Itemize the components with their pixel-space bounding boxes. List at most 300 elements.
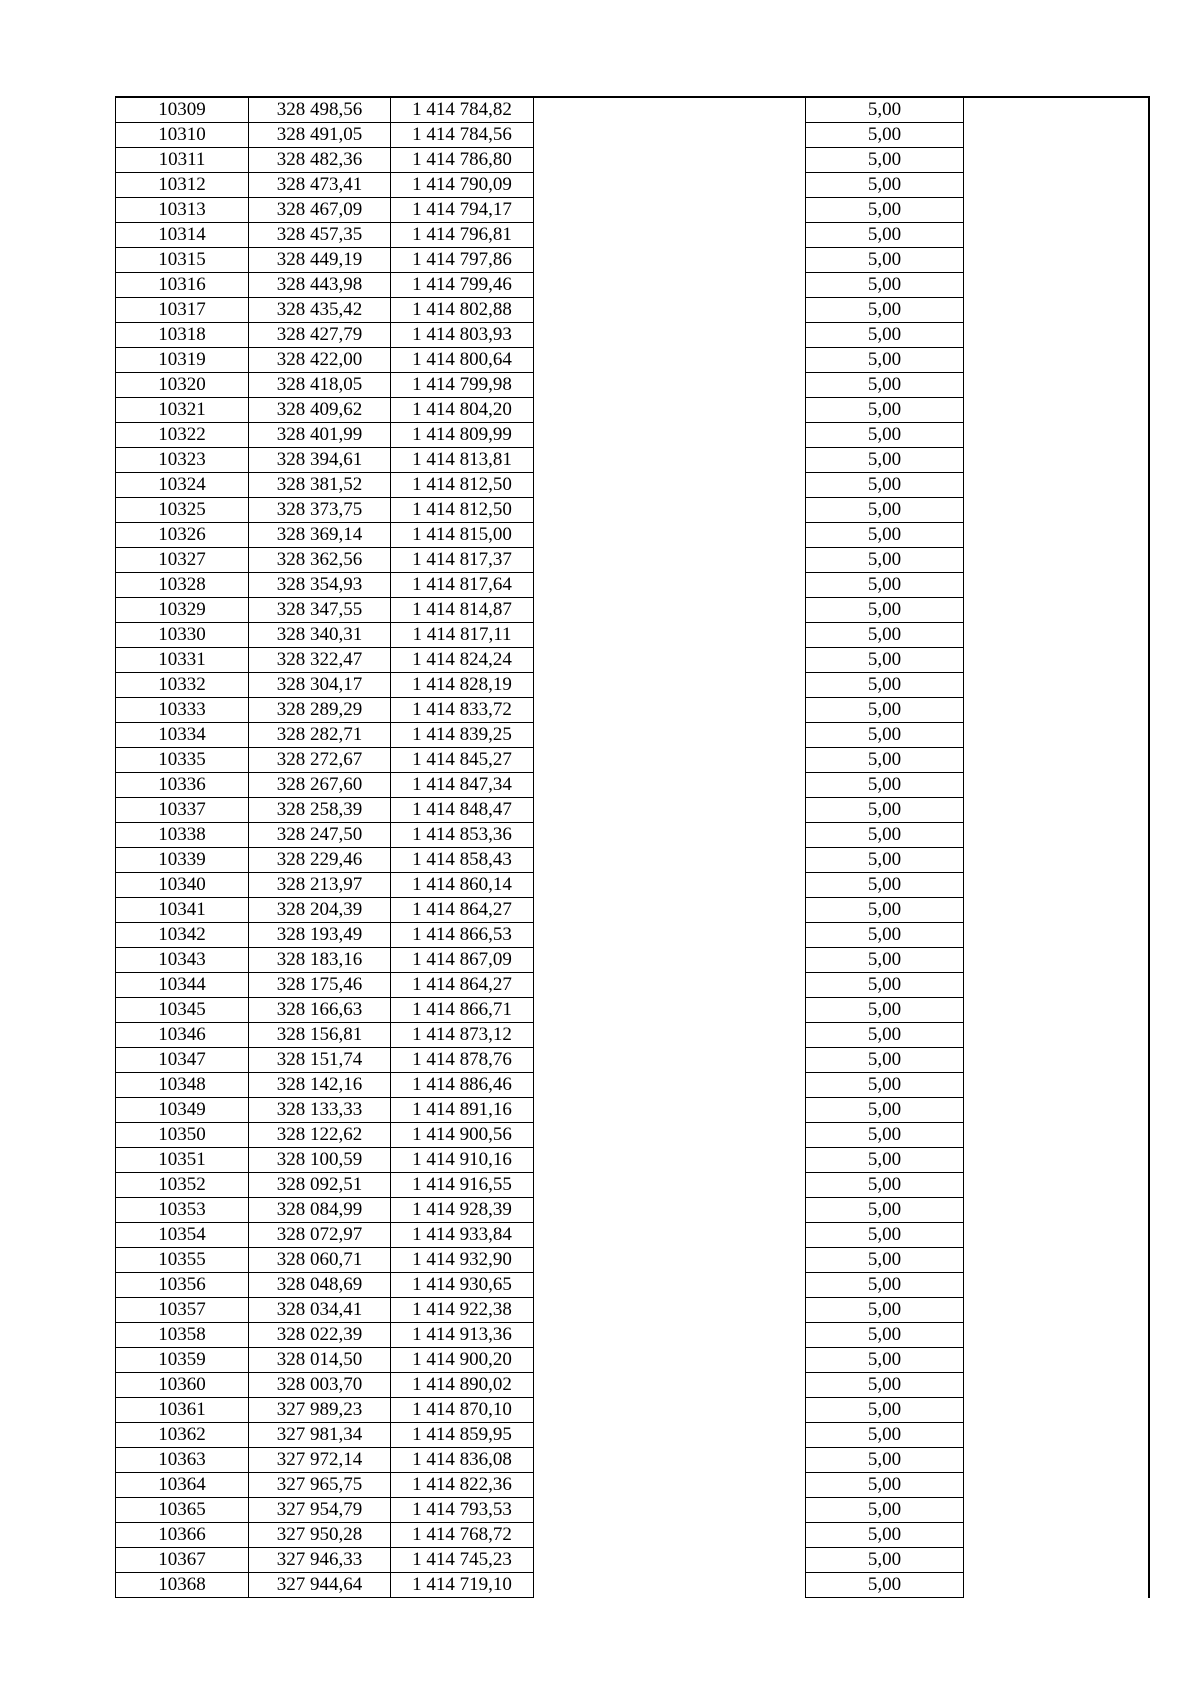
x-coordinate-cell: 328 427,79: [249, 323, 391, 348]
empty-cell: [964, 698, 1149, 723]
y-coordinate-cell: 1 414 910,16: [391, 1148, 534, 1173]
empty-cell: [534, 1248, 806, 1273]
point-number-cell: 10335: [116, 748, 249, 773]
empty-cell: [964, 523, 1149, 548]
point-number-cell: 10312: [116, 173, 249, 198]
accuracy-cell: 5,00: [806, 723, 964, 748]
point-number-cell: 10366: [116, 1523, 249, 1548]
accuracy-cell: 5,00: [806, 698, 964, 723]
x-coordinate-cell: 328 267,60: [249, 773, 391, 798]
y-coordinate-cell: 1 414 793,53: [391, 1498, 534, 1523]
y-coordinate-cell: 1 414 813,81: [391, 448, 534, 473]
point-number-cell: 10333: [116, 698, 249, 723]
y-coordinate-cell: 1 414 822,36: [391, 1473, 534, 1498]
table-row: [116, 598, 1149, 623]
empty-cell: [964, 1048, 1149, 1073]
x-coordinate-cell: 328 156,81: [249, 1023, 391, 1048]
empty-cell: [534, 798, 806, 823]
table-row: [116, 1048, 1149, 1073]
accuracy-cell: 5,00: [806, 423, 964, 448]
empty-cell: [964, 1173, 1149, 1198]
table-row: [116, 323, 1149, 348]
y-coordinate-cell: 1 414 933,84: [391, 1223, 534, 1248]
y-coordinate-cell: 1 414 930,65: [391, 1273, 534, 1298]
accuracy-cell: 5,00: [806, 1473, 964, 1498]
empty-cell: [964, 323, 1149, 348]
empty-cell: [534, 1473, 806, 1498]
x-coordinate-cell: 328 166,63: [249, 998, 391, 1023]
table-row: [116, 498, 1149, 523]
empty-cell: [964, 248, 1149, 273]
x-coordinate-cell: 328 381,52: [249, 473, 391, 498]
table-row: [116, 97, 1149, 123]
accuracy-cell: 5,00: [806, 923, 964, 948]
x-coordinate-cell: 328 362,56: [249, 548, 391, 573]
y-coordinate-cell: 1 414 866,71: [391, 998, 534, 1023]
empty-cell: [534, 973, 806, 998]
empty-cell: [964, 848, 1149, 873]
table-row: [116, 473, 1149, 498]
empty-cell: [964, 773, 1149, 798]
accuracy-cell: 5,00: [806, 373, 964, 398]
table-row: [116, 523, 1149, 548]
empty-cell: [964, 273, 1149, 298]
empty-cell: [964, 148, 1149, 173]
x-coordinate-cell: 328 204,39: [249, 898, 391, 923]
point-number-cell: 10367: [116, 1548, 249, 1573]
y-coordinate-cell: 1 414 928,39: [391, 1198, 534, 1223]
point-number-cell: 10324: [116, 473, 249, 498]
y-coordinate-cell: 1 414 864,27: [391, 898, 534, 923]
accuracy-cell: 5,00: [806, 1298, 964, 1323]
empty-cell: [534, 298, 806, 323]
empty-cell: [964, 1198, 1149, 1223]
table-row: [116, 1323, 1149, 1348]
y-coordinate-cell: 1 414 848,47: [391, 798, 534, 823]
point-number-cell: 10368: [116, 1573, 249, 1598]
accuracy-cell: 5,00: [806, 823, 964, 848]
accuracy-cell: 5,00: [806, 848, 964, 873]
accuracy-cell: 5,00: [806, 1273, 964, 1298]
empty-cell: [534, 548, 806, 573]
empty-cell: [964, 823, 1149, 848]
accuracy-cell: 5,00: [806, 1448, 964, 1473]
x-coordinate-cell: 328 175,46: [249, 973, 391, 998]
empty-cell: [534, 848, 806, 873]
empty-cell: [964, 423, 1149, 448]
y-coordinate-cell: 1 414 913,36: [391, 1323, 534, 1348]
table-row: [116, 923, 1149, 948]
table-row: [116, 1498, 1149, 1523]
point-number-cell: 10354: [116, 1223, 249, 1248]
y-coordinate-cell: 1 414 932,90: [391, 1248, 534, 1273]
accuracy-cell: 5,00: [806, 973, 964, 998]
empty-cell: [964, 1298, 1149, 1323]
y-coordinate-cell: 1 414 867,09: [391, 948, 534, 973]
table-row: [116, 1373, 1149, 1398]
empty-cell: [964, 973, 1149, 998]
empty-cell: [534, 1498, 806, 1523]
empty-cell: [534, 1348, 806, 1373]
accuracy-cell: 5,00: [806, 598, 964, 623]
table-row: [116, 1473, 1149, 1498]
empty-cell: [534, 373, 806, 398]
x-coordinate-cell: 328 282,71: [249, 723, 391, 748]
y-coordinate-cell: 1 414 817,64: [391, 573, 534, 598]
table-row: [116, 448, 1149, 473]
accuracy-cell: 5,00: [806, 673, 964, 698]
y-coordinate-cell: 1 414 916,55: [391, 1173, 534, 1198]
empty-cell: [534, 398, 806, 423]
x-coordinate-cell: 328 072,97: [249, 1223, 391, 1248]
table-row: [116, 1273, 1149, 1298]
empty-cell: [964, 223, 1149, 248]
empty-cell: [534, 1173, 806, 1198]
point-number-cell: 10359: [116, 1348, 249, 1373]
point-number-cell: 10319: [116, 348, 249, 373]
empty-cell: [534, 1448, 806, 1473]
x-coordinate-cell: 328 142,16: [249, 1073, 391, 1098]
x-coordinate-cell: 328 151,74: [249, 1048, 391, 1073]
empty-cell: [534, 1573, 806, 1598]
empty-cell: [964, 1023, 1149, 1048]
accuracy-cell: 5,00: [806, 123, 964, 148]
empty-cell: [964, 1523, 1149, 1548]
empty-cell: [534, 1398, 806, 1423]
point-number-cell: 10360: [116, 1373, 249, 1398]
accuracy-cell: 5,00: [806, 1198, 964, 1223]
empty-cell: [964, 1448, 1149, 1473]
empty-cell: [964, 173, 1149, 198]
y-coordinate-cell: 1 414 870,10: [391, 1398, 534, 1423]
empty-cell: [964, 748, 1149, 773]
table-row: [116, 623, 1149, 648]
x-coordinate-cell: 328 422,00: [249, 348, 391, 373]
empty-cell: [534, 698, 806, 723]
empty-cell: [964, 97, 1149, 123]
y-coordinate-cell: 1 414 922,38: [391, 1298, 534, 1323]
x-coordinate-cell: 328 354,93: [249, 573, 391, 598]
point-number-cell: 10342: [116, 923, 249, 948]
empty-cell: [534, 473, 806, 498]
empty-cell: [964, 998, 1149, 1023]
table-row: [116, 148, 1149, 173]
table-row: [116, 823, 1149, 848]
x-coordinate-cell: 328 060,71: [249, 1248, 391, 1273]
accuracy-cell: 5,00: [806, 473, 964, 498]
empty-cell: [964, 1498, 1149, 1523]
x-coordinate-cell: 328 022,39: [249, 1323, 391, 1348]
point-number-cell: 10351: [116, 1148, 249, 1173]
y-coordinate-cell: 1 414 814,87: [391, 598, 534, 623]
empty-cell: [534, 1023, 806, 1048]
accuracy-cell: 5,00: [806, 873, 964, 898]
point-number-cell: 10346: [116, 1023, 249, 1048]
point-number-cell: 10321: [116, 398, 249, 423]
x-coordinate-cell: 328 092,51: [249, 1173, 391, 1198]
table-row: [116, 1298, 1149, 1323]
empty-cell: [964, 473, 1149, 498]
y-coordinate-cell: 1 414 786,80: [391, 148, 534, 173]
empty-cell: [534, 97, 806, 123]
empty-cell: [964, 798, 1149, 823]
empty-cell: [534, 1423, 806, 1448]
table-row: [116, 1223, 1149, 1248]
accuracy-cell: 5,00: [806, 273, 964, 298]
x-coordinate-cell: 328 003,70: [249, 1373, 391, 1398]
table-row: [116, 1348, 1149, 1373]
accuracy-cell: 5,00: [806, 1123, 964, 1148]
accuracy-cell: 5,00: [806, 1048, 964, 1073]
accuracy-cell: 5,00: [806, 1548, 964, 1573]
x-coordinate-cell: 328 084,99: [249, 1198, 391, 1223]
y-coordinate-cell: 1 414 797,86: [391, 248, 534, 273]
x-coordinate-cell: 328 457,35: [249, 223, 391, 248]
y-coordinate-cell: 1 414 860,14: [391, 873, 534, 898]
x-coordinate-cell: 327 972,14: [249, 1448, 391, 1473]
table-row: [116, 848, 1149, 873]
accuracy-cell: 5,00: [806, 498, 964, 523]
x-coordinate-cell: 328 213,97: [249, 873, 391, 898]
y-coordinate-cell: 1 414 790,09: [391, 173, 534, 198]
y-coordinate-cell: 1 414 817,37: [391, 548, 534, 573]
accuracy-cell: 5,00: [806, 1023, 964, 1048]
empty-cell: [964, 923, 1149, 948]
y-coordinate-cell: 1 414 784,82: [391, 97, 534, 123]
empty-cell: [534, 1273, 806, 1298]
empty-cell: [534, 623, 806, 648]
empty-cell: [964, 1373, 1149, 1398]
point-number-cell: 10344: [116, 973, 249, 998]
table-row: [116, 298, 1149, 323]
empty-cell: [534, 1323, 806, 1348]
table-row: [116, 798, 1149, 823]
y-coordinate-cell: 1 414 800,64: [391, 348, 534, 373]
x-coordinate-cell: 328 272,67: [249, 748, 391, 773]
empty-cell: [534, 773, 806, 798]
table-row: [116, 223, 1149, 248]
point-number-cell: 10313: [116, 198, 249, 223]
point-number-cell: 10318: [116, 323, 249, 348]
y-coordinate-cell: 1 414 847,34: [391, 773, 534, 798]
point-number-cell: 10356: [116, 1273, 249, 1298]
y-coordinate-cell: 1 414 812,50: [391, 473, 534, 498]
empty-cell: [964, 673, 1149, 698]
x-coordinate-cell: 328 133,33: [249, 1098, 391, 1123]
table-row: [116, 548, 1149, 573]
y-coordinate-cell: 1 414 864,27: [391, 973, 534, 998]
accuracy-cell: 5,00: [806, 773, 964, 798]
table-row: [116, 373, 1149, 398]
accuracy-cell: 5,00: [806, 348, 964, 373]
empty-cell: [964, 1423, 1149, 1448]
y-coordinate-cell: 1 414 784,56: [391, 123, 534, 148]
accuracy-cell: 5,00: [806, 1573, 964, 1598]
accuracy-cell: 5,00: [806, 298, 964, 323]
x-coordinate-cell: 328 340,31: [249, 623, 391, 648]
accuracy-cell: 5,00: [806, 1248, 964, 1273]
table-row: [116, 573, 1149, 598]
x-coordinate-cell: 328 482,36: [249, 148, 391, 173]
empty-cell: [534, 1098, 806, 1123]
table-row: [116, 1248, 1149, 1273]
point-number-cell: 10343: [116, 948, 249, 973]
accuracy-cell: 5,00: [806, 323, 964, 348]
point-number-cell: 10362: [116, 1423, 249, 1448]
y-coordinate-cell: 1 414 873,12: [391, 1023, 534, 1048]
accuracy-cell: 5,00: [806, 523, 964, 548]
empty-cell: [534, 498, 806, 523]
x-coordinate-cell: 328 034,41: [249, 1298, 391, 1323]
x-coordinate-cell: 327 954,79: [249, 1498, 391, 1523]
point-number-cell: 10357: [116, 1298, 249, 1323]
empty-cell: [964, 1323, 1149, 1348]
point-number-cell: 10341: [116, 898, 249, 923]
y-coordinate-cell: 1 414 890,02: [391, 1373, 534, 1398]
table-row: [116, 873, 1149, 898]
table-row: [116, 1398, 1149, 1423]
accuracy-cell: 5,00: [806, 173, 964, 198]
accuracy-cell: 5,00: [806, 748, 964, 773]
accuracy-cell: 5,00: [806, 148, 964, 173]
empty-cell: [534, 173, 806, 198]
y-coordinate-cell: 1 414 828,19: [391, 673, 534, 698]
y-coordinate-cell: 1 414 845,27: [391, 748, 534, 773]
point-number-cell: 10340: [116, 873, 249, 898]
accuracy-cell: 5,00: [806, 1348, 964, 1373]
empty-cell: [534, 748, 806, 773]
y-coordinate-cell: 1 414 804,20: [391, 398, 534, 423]
point-number-cell: 10317: [116, 298, 249, 323]
accuracy-cell: 5,00: [806, 948, 964, 973]
point-number-cell: 10348: [116, 1073, 249, 1098]
y-coordinate-cell: 1 414 799,46: [391, 273, 534, 298]
y-coordinate-cell: 1 414 891,16: [391, 1098, 534, 1123]
empty-cell: [534, 223, 806, 248]
y-coordinate-cell: 1 414 768,72: [391, 1523, 534, 1548]
x-coordinate-cell: 327 946,33: [249, 1548, 391, 1573]
y-coordinate-cell: 1 414 794,17: [391, 198, 534, 223]
point-number-cell: 10315: [116, 248, 249, 273]
y-coordinate-cell: 1 414 859,95: [391, 1423, 534, 1448]
x-coordinate-cell: 328 467,09: [249, 198, 391, 223]
point-number-cell: 10322: [116, 423, 249, 448]
y-coordinate-cell: 1 414 719,10: [391, 1573, 534, 1598]
accuracy-cell: 5,00: [806, 1498, 964, 1523]
accuracy-cell: 5,00: [806, 1423, 964, 1448]
empty-cell: [534, 273, 806, 298]
accuracy-cell: 5,00: [806, 1073, 964, 1098]
point-number-cell: 10314: [116, 223, 249, 248]
empty-cell: [534, 1223, 806, 1248]
x-coordinate-cell: 328 394,61: [249, 448, 391, 473]
x-coordinate-cell: 327 989,23: [249, 1398, 391, 1423]
point-number-cell: 10309: [116, 97, 249, 123]
y-coordinate-cell: 1 414 824,24: [391, 648, 534, 673]
empty-cell: [534, 1073, 806, 1098]
accuracy-cell: 5,00: [806, 798, 964, 823]
point-number-cell: 10337: [116, 798, 249, 823]
x-coordinate-cell: 328 369,14: [249, 523, 391, 548]
x-coordinate-cell: 328 435,42: [249, 298, 391, 323]
y-coordinate-cell: 1 414 812,50: [391, 498, 534, 523]
empty-cell: [964, 1548, 1149, 1573]
table-row: [116, 723, 1149, 748]
accuracy-cell: 5,00: [806, 1398, 964, 1423]
point-number-cell: 10364: [116, 1473, 249, 1498]
accuracy-cell: 5,00: [806, 548, 964, 573]
empty-cell: [964, 1573, 1149, 1598]
point-number-cell: 10334: [116, 723, 249, 748]
x-coordinate-cell: 328 183,16: [249, 948, 391, 973]
x-coordinate-cell: 328 443,98: [249, 273, 391, 298]
accuracy-cell: 5,00: [806, 248, 964, 273]
accuracy-cell: 5,00: [806, 1148, 964, 1173]
x-coordinate-cell: 327 944,64: [249, 1573, 391, 1598]
y-coordinate-cell: 1 414 745,23: [391, 1548, 534, 1573]
table-row: [116, 773, 1149, 798]
x-coordinate-cell: 328 322,47: [249, 648, 391, 673]
x-coordinate-cell: 328 409,62: [249, 398, 391, 423]
empty-cell: [534, 948, 806, 973]
empty-cell: [964, 948, 1149, 973]
x-coordinate-cell: 328 401,99: [249, 423, 391, 448]
x-coordinate-cell: 328 229,46: [249, 848, 391, 873]
point-number-cell: 10361: [116, 1398, 249, 1423]
x-coordinate-cell: 328 193,49: [249, 923, 391, 948]
accuracy-cell: 5,00: [806, 573, 964, 598]
empty-cell: [964, 1248, 1149, 1273]
accuracy-cell: 5,00: [806, 198, 964, 223]
empty-cell: [534, 998, 806, 1023]
table-row: [116, 973, 1149, 998]
table-row: [116, 898, 1149, 923]
table-row: [116, 173, 1149, 198]
table-row: [116, 1548, 1149, 1573]
point-number-cell: 10363: [116, 1448, 249, 1473]
point-number-cell: 10316: [116, 273, 249, 298]
empty-cell: [964, 448, 1149, 473]
accuracy-cell: 5,00: [806, 1223, 964, 1248]
y-coordinate-cell: 1 414 839,25: [391, 723, 534, 748]
y-coordinate-cell: 1 414 809,99: [391, 423, 534, 448]
x-coordinate-cell: 327 950,28: [249, 1523, 391, 1548]
empty-cell: [534, 323, 806, 348]
y-coordinate-cell: 1 414 833,72: [391, 698, 534, 723]
point-number-cell: 10358: [116, 1323, 249, 1348]
x-coordinate-cell: 328 498,56: [249, 97, 391, 123]
empty-cell: [534, 1148, 806, 1173]
empty-cell: [964, 1073, 1149, 1098]
table-row: [116, 1098, 1149, 1123]
empty-cell: [964, 573, 1149, 598]
y-coordinate-cell: 1 414 878,76: [391, 1048, 534, 1073]
empty-cell: [964, 348, 1149, 373]
empty-cell: [964, 198, 1149, 223]
y-coordinate-cell: 1 414 802,88: [391, 298, 534, 323]
empty-cell: [964, 1098, 1149, 1123]
point-number-cell: 10339: [116, 848, 249, 873]
empty-cell: [964, 1273, 1149, 1298]
point-number-cell: 10338: [116, 823, 249, 848]
table-row: [116, 748, 1149, 773]
accuracy-cell: 5,00: [806, 1098, 964, 1123]
point-number-cell: 10345: [116, 998, 249, 1023]
x-coordinate-cell: 328 247,50: [249, 823, 391, 848]
empty-cell: [964, 898, 1149, 923]
point-number-cell: 10325: [116, 498, 249, 523]
empty-cell: [534, 723, 806, 748]
